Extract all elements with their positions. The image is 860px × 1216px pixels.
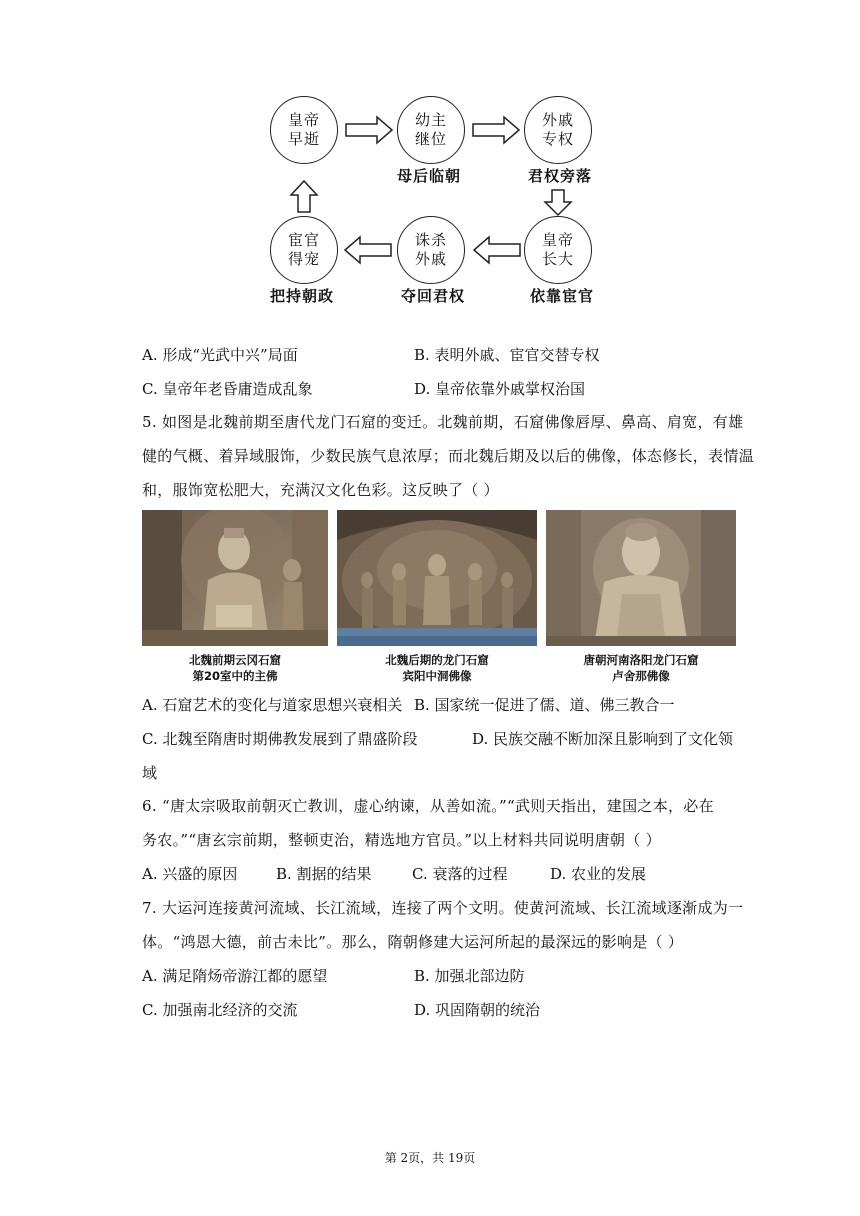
q6-option-c[interactable]: C. 衰落的过程 <box>412 865 508 883</box>
node-kill-consort: 诛杀外戚 <box>397 216 465 284</box>
photo-caption-binyang-line2: 宾阳中洞佛像 <box>402 669 472 683</box>
q4-option-b[interactable]: B. 表明外戚、宦官交替专权 <box>414 346 600 364</box>
q5-stem-line1: 5. 如图是北魏前期至唐代龙门石窟的变迁。北魏前期，石窟佛像唇厚、鼻高、肩宽，有雄 <box>142 413 744 431</box>
node-young-ruler: 幼主继位 <box>397 96 465 164</box>
node-consort-clan: 外戚专权 <box>524 96 592 164</box>
q6-option-a[interactable]: A. 兴盛的原因 <box>142 865 238 883</box>
page-footer: 第 2页，共 19页 <box>384 1151 476 1165</box>
photo-caption-yungang <box>142 652 328 684</box>
q6-option-d[interactable]: D. 农业的发展 <box>550 865 647 883</box>
q5-stem-line2: 健的气概、着异域服饰，少数民族气息浓厚；而北魏后期及以后的佛像，体态修长，表情温 <box>142 447 755 465</box>
node-emperor-early-death: 皇帝早逝 <box>270 96 338 164</box>
photo-caption-vairocana-line2: 卢舍那佛像 <box>612 669 670 683</box>
q6-stem-line2: 务农。”“唐玄宗前期，整顿吏治，精选地方官员。”以上材料共同说明唐朝（ ） <box>142 831 661 849</box>
photo-binyang-cave <box>337 510 537 646</box>
arrow-right-2 <box>473 117 519 143</box>
q7-option-b[interactable]: B. 加强北部边防 <box>414 967 525 985</box>
q4-option-c[interactable]: C. 皇帝年老昏庸造成乱象 <box>142 380 313 398</box>
q5-stem-line3: 和，服饰宽松肥大，充满汉文化色彩。这反映了（ ） <box>142 481 499 499</box>
photo-caption-vairocana <box>546 652 736 684</box>
caption-regain-power: 夺回君权 <box>401 287 466 305</box>
node-eunuch-favored: 宦官得宠 <box>270 216 338 284</box>
photo-caption-binyang-line1: 北魏后期的龙门石窟 <box>385 653 489 667</box>
q7-stem-line2: 体。“鸿恩大德，前古未比”。那么，隋朝修建大运河所起的最深远的影响是（ ） <box>142 933 684 951</box>
q5-option-d[interactable]: D. 民族交融不断加深且影响到了文化领 <box>472 730 734 748</box>
arrow-right-1 <box>346 117 392 143</box>
q5-option-c[interactable]: C. 北魏至隋唐时期佛教发展到了鼎盛阶段 <box>142 730 418 748</box>
q6-stem-line1: 6. “唐太宗吸取前朝灭亡教训，虚心纳谏，从善如流。”“武则天指出，建国之本，必在 <box>142 797 714 815</box>
caption-power-lost: 君权旁落 <box>528 167 593 185</box>
photo-caption-vairocana-line1: 唐朝河南洛阳龙门石窟 <box>583 653 699 667</box>
q5-option-a[interactable]: A. 石窟艺术的变化与道家思想兴衰相关 <box>142 696 403 714</box>
caption-control-court: 把持朝政 <box>270 287 335 305</box>
arrow-left-2 <box>345 237 391 263</box>
photo-caption-yungang-line1: 北魏前期云冈石窟 <box>189 653 281 667</box>
q4-option-a[interactable]: A. 形成“光武中兴”局面 <box>142 346 298 364</box>
q5-option-d-continued: 域 <box>142 764 158 782</box>
photo-caption-binyang <box>337 652 537 684</box>
q7-stem-line1: 7. 大运河连接黄河流域、长江流域，连接了两个文明。使黄河流域、长江流域逐渐成为一 <box>142 899 744 917</box>
caption-rely-eunuch: 依靠宦官 <box>530 287 595 305</box>
q6-option-b[interactable]: B. 割据的结果 <box>276 865 372 883</box>
arrow-left-1 <box>474 237 520 263</box>
arrow-up <box>291 181 317 212</box>
node-emperor-grown: 皇帝长大 <box>524 216 592 284</box>
caption-empress-regency: 母后临朝 <box>397 167 462 185</box>
q5-option-b[interactable]: B. 国家统一促进了儒、道、佛三教合一 <box>414 696 675 714</box>
arrow-down <box>545 190 571 215</box>
photo-caption-yungang-line2: 第20室中的主佛 <box>192 669 278 683</box>
q4-option-d[interactable]: D. 皇帝依靠外戚掌权治国 <box>414 380 586 398</box>
q7-option-c[interactable]: C. 加强南北经济的交流 <box>142 1001 298 1019</box>
q7-option-d[interactable]: D. 巩固隋朝的统治 <box>414 1001 541 1019</box>
photo-vairocana-buddha <box>546 510 736 646</box>
q7-option-a[interactable]: A. 满足隋炀帝游江都的愿望 <box>142 967 328 985</box>
flow-arrows <box>0 0 860 320</box>
photo-yungang-buddha <box>142 510 328 646</box>
